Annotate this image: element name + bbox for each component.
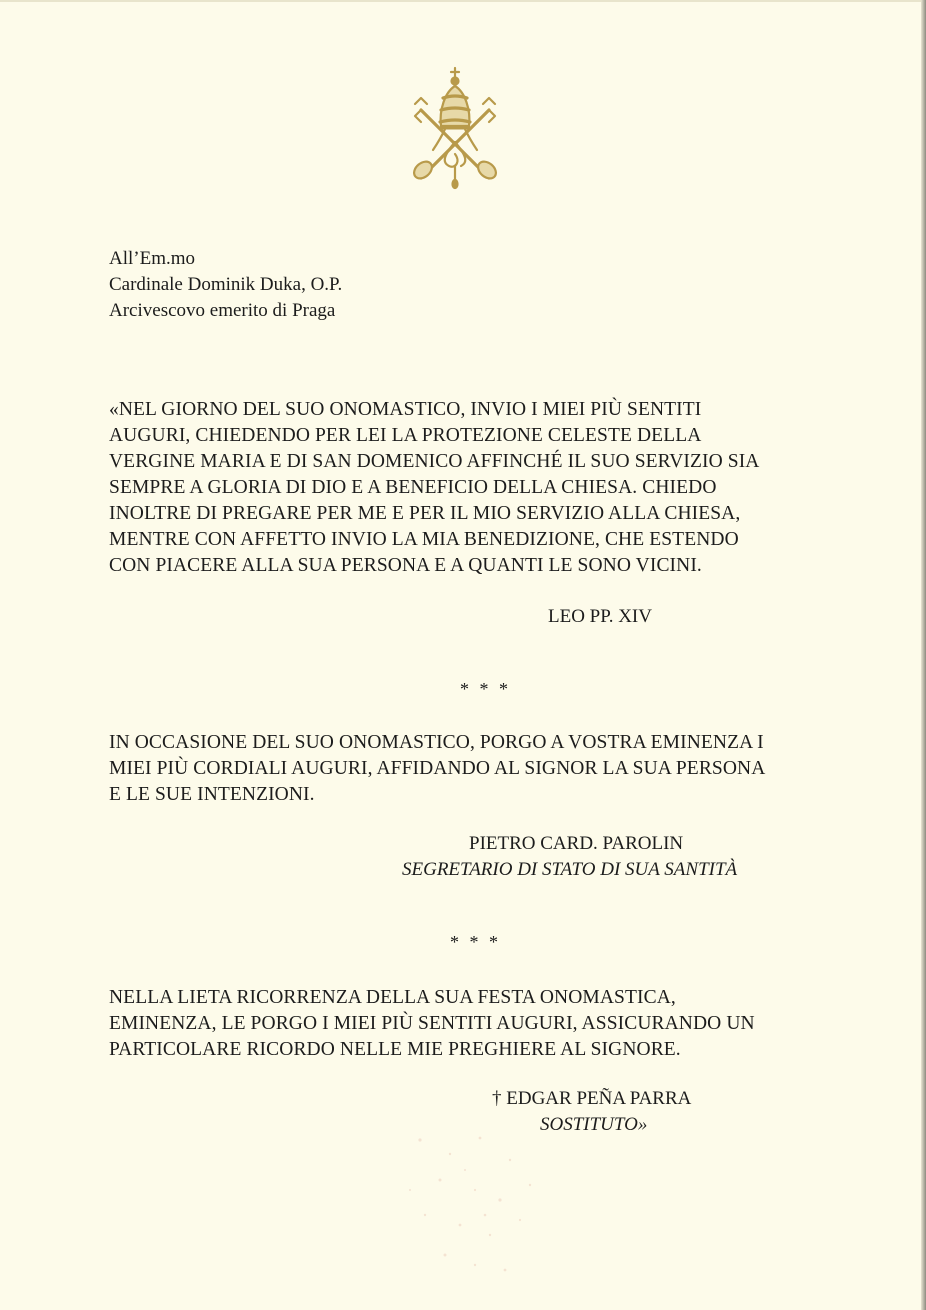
separator-stars: * * * — [450, 932, 501, 952]
recipient-title: Arcivescovo emerito di Praga — [109, 300, 336, 321]
recipient-name: Cardinale Dominik Duka, O.P. — [109, 274, 343, 295]
recipient-honorific: All’Em.mo — [109, 248, 196, 269]
message-pope-line: VERGINE MARIA E DI SAN DOMENICO AFFINCHÉ IL SUO SERVIZIO SIA — [109, 451, 760, 472]
message-pope-line: MENTRE CON AFFETTO INVIO LA MIA BENEDIZIONE, CHE ESTENDO — [109, 529, 739, 550]
signature-parolin-name: PIETRO CARD. PAROLIN — [469, 833, 684, 854]
message-secretary-line: MIEI PIÙ CORDIALI AUGURI, AFFIDANDO AL SIGNOR LA SUA PERSONA — [109, 758, 766, 779]
signature-pope: LEO PP. XIV — [548, 606, 652, 627]
signature-parolin-title: SEGRETARIO DI STATO DI SUA SANTITÀ — [402, 859, 738, 880]
message-secretary-line: E LE SUE INTENZIONI. — [109, 784, 315, 805]
message-substitute-line: NELLA LIETA RICORRENZA DELLA SUA FESTA ONOMASTICA, — [109, 987, 676, 1008]
message-pope-line: SEMPRE A GLORIA DI DIO E A BENEFICIO DELLA CHIESA. CHIEDO — [109, 477, 717, 498]
signature-pena-parra-title: SOSTITUTO» — [540, 1114, 648, 1135]
message-secretary-line: IN OCCASIONE DEL SUO ONOMASTICO, PORGO A VOSTRA EMINENZA I — [109, 732, 764, 753]
message-pope-line: AUGURI, CHIEDENDO PER LEI LA PROTEZIONE CELESTE DELLA — [109, 425, 702, 446]
message-substitute-line: PARTICOLARE RICORDO NELLE MIE PREGHIERE AL SIGNORE. — [109, 1039, 681, 1060]
message-pope-line: «NEL GIORNO DEL SUO ONOMASTICO, INVIO I MIEI PIÙ SENTITI — [109, 399, 702, 420]
paper-top-edge — [0, 0, 926, 2]
faint-seal-stamp-icon — [380, 1120, 560, 1290]
message-substitute-line: EMINENZA, LE PORGO I MIEI PIÙ SENTITI AUGURI, ASSICURANDO UN — [109, 1013, 755, 1034]
signature-pena-parra-name: † EDGAR PEÑA PARRA — [492, 1088, 692, 1109]
paper-right-edge — [921, 0, 926, 1310]
message-pope-line: INOLTRE DI PREGARE PER ME E PER IL MIO SERVIZIO ALLA CHIESA, — [109, 503, 741, 524]
message-pope-line: CON PIACERE ALLA SUA PERSONA E A QUANTI LE SONO VICINI. — [109, 555, 702, 576]
papal-crest-icon — [401, 66, 509, 190]
separator-stars: * * * — [460, 679, 511, 699]
